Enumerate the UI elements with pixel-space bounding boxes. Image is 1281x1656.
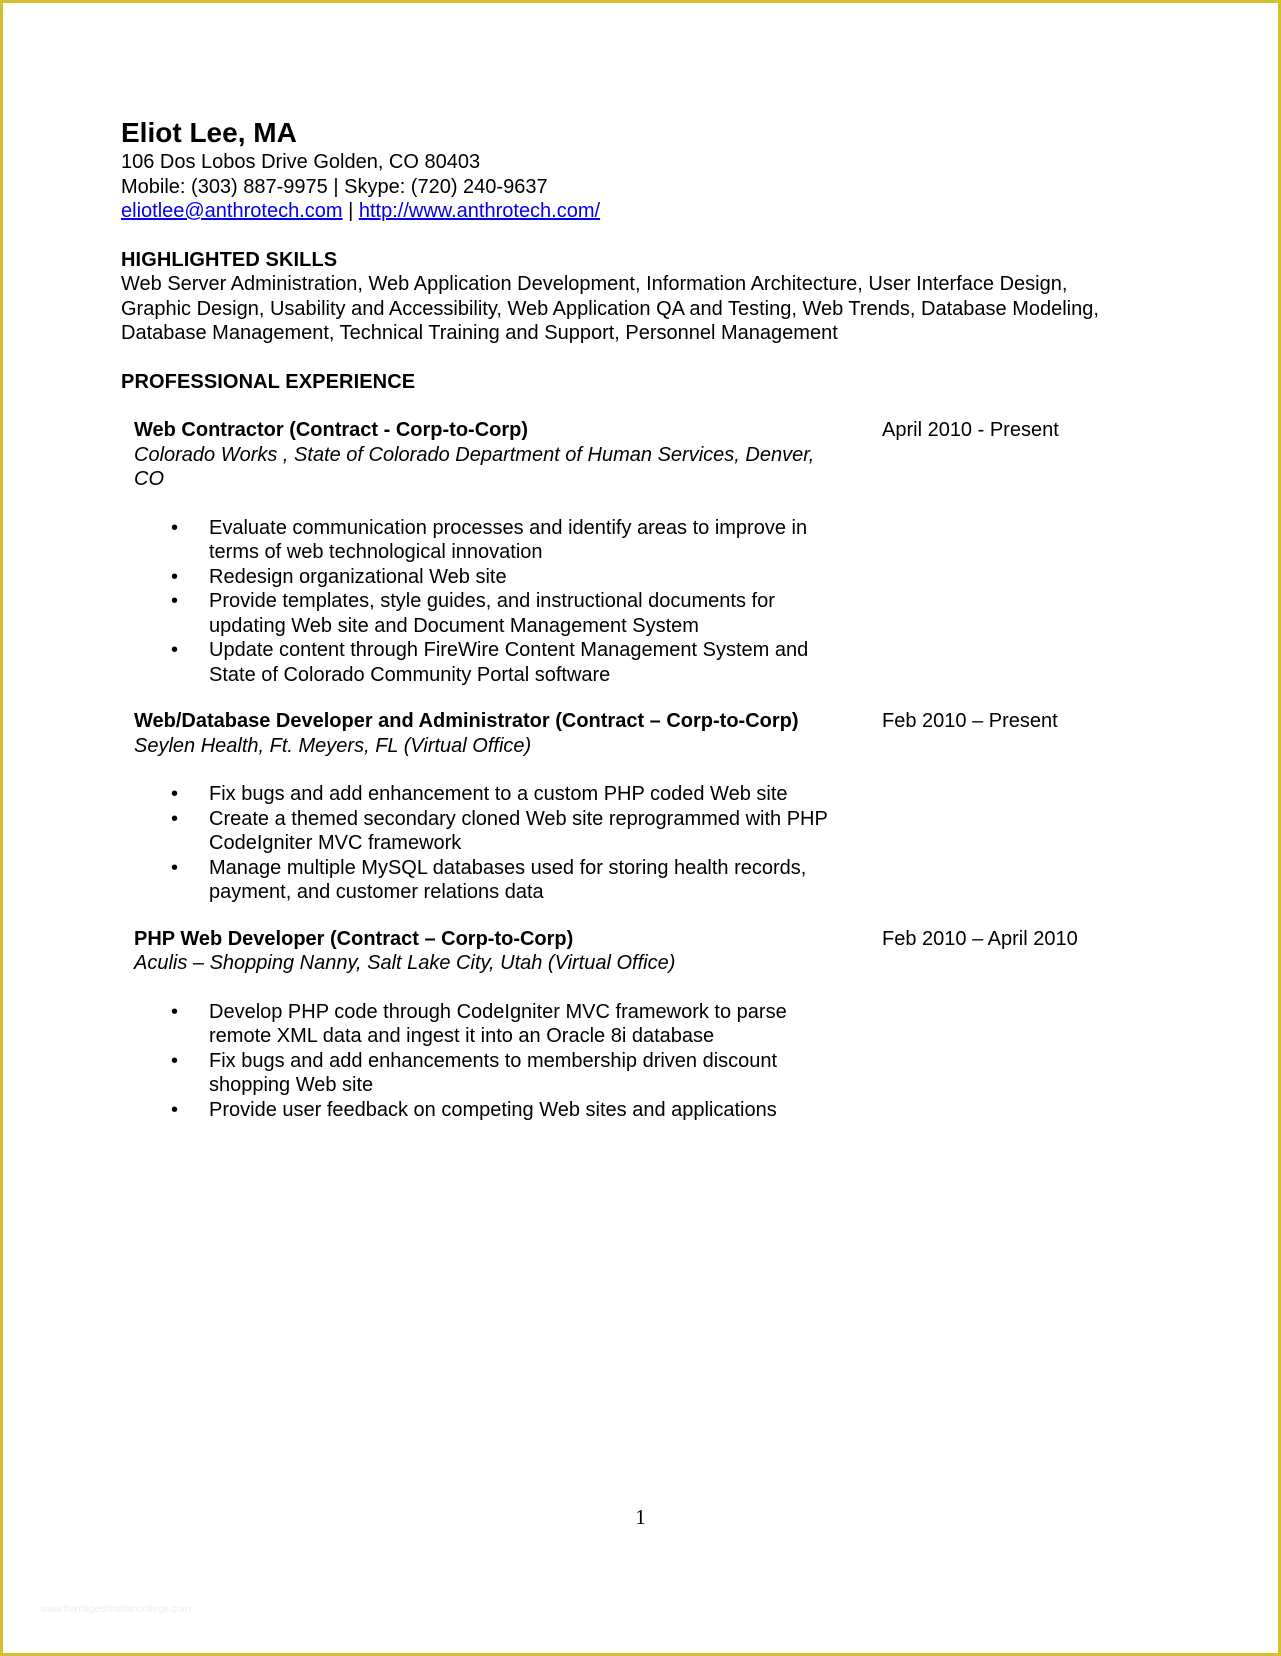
skills-text (121, 272, 1181, 346)
skills-line: Database Management, Technical Training and Support, Personnel Management (121, 322, 838, 344)
job-bullets (134, 516, 1134, 688)
bullet-item: • Create a themed secondary cloned Web site reprogrammed with PHP CodeIgniter MVC framework (134, 807, 864, 856)
candidate-name: Eliot Lee, MA (121, 117, 297, 148)
job-organization: Aculis – Shopping Nanny, Salt Lake City, Utah (Virtual Office) (134, 952, 676, 974)
job-organization: Colorado Works , State of Colorado Department of Human Services, Denver, (134, 443, 815, 466)
skills-line: Graphic Design, Usability and Accessibility, Web Application QA and Testing, Web Trends, Database Modeling, (121, 297, 1099, 320)
job-entry (134, 418, 1134, 687)
contact-block (121, 116, 1181, 224)
links-separator: | (342, 200, 359, 222)
job-header (134, 709, 864, 758)
bullet-item: • Fix bugs and add enhancements to membership driven discount shopping Web site (134, 1049, 864, 1098)
bullet-item: • Manage multiple MySQL databases used for storing health records, payment, and customer relations data (134, 856, 864, 905)
bullet-item: • Update content through FireWire Content Management System and State of Colorado Community Portal software (134, 638, 864, 687)
job-title: PHP Web Developer (Contract – Corp-to-Corp) (134, 927, 574, 950)
watermark-text: www.heritagechristiancollege.com (40, 1604, 191, 1615)
job-header (134, 418, 864, 492)
job-title: Web Contractor (Contract - Corp-to-Corp) (134, 419, 529, 441)
page-number: 1 (635, 1505, 646, 1529)
phone-line: Mobile: (303) 887-9975 | Skype: (720) 240-9637 (121, 175, 548, 198)
job-header (134, 927, 864, 976)
job-dates: Feb 2010 – April 2010 (882, 927, 1078, 950)
bullet-item: • Develop PHP code through CodeIgniter MVC framework to parse remote XML data and ingest it into an Oracle 8i database (134, 1000, 864, 1049)
bullet-item: • Evaluate communication processes and identify areas to improve in terms of web technological innovation (134, 516, 864, 565)
bullet-item: • Provide user feedback on competing Web sites and applications (134, 1098, 864, 1123)
bullet-item: • Redesign organizational Web site (134, 565, 864, 590)
job-organization: CO (134, 468, 164, 490)
email-link[interactable]: eliotlee@anthrotech.com (121, 200, 343, 222)
address-line: 106 Dos Lobos Drive Golden, CO 80403 (121, 151, 481, 173)
experience-heading: PROFESSIONAL EXPERIENCE (121, 370, 416, 393)
job-dates: April 2010 - Present (882, 419, 1059, 441)
job-entry (134, 709, 1134, 905)
skills-line: Web Server Administration, Web Application Development, Information Architecture, User Interface Design, (121, 273, 1068, 295)
links-line (121, 199, 1181, 224)
job-title: Web/Database Developer and Administrator (Contract – Corp-to-Corp) (134, 710, 799, 732)
job-organization: Seylen Health, Ft. Meyers, FL (Virtual Office) (134, 734, 532, 757)
website-link[interactable]: http://www.anthrotech.com/ (358, 200, 601, 222)
skills-heading: HIGHLIGHTED SKILLS (121, 248, 338, 271)
experience-section (121, 370, 1181, 1123)
job-bullets (134, 782, 1134, 905)
bullet-item: • Fix bugs and add enhancement to a custom PHP coded Web site (134, 782, 864, 807)
job-dates: Feb 2010 – Present (882, 710, 1058, 732)
resume-page (121, 116, 1181, 1122)
job-entry (134, 927, 1134, 1123)
bullet-item: • Provide templates, style guides, and instructional documents for updating Web site and Document Management System (134, 589, 864, 638)
job-bullets (134, 1000, 1134, 1123)
skills-section (121, 248, 1181, 346)
